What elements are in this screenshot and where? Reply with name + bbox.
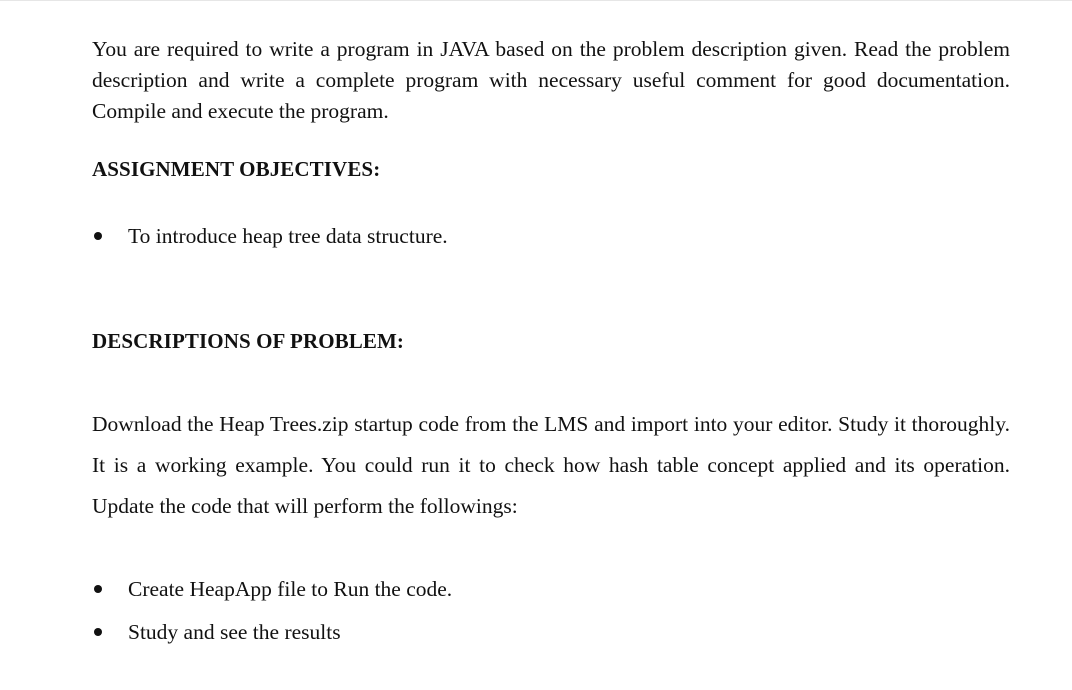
objectives-list <box>92 221 448 264</box>
bullet-icon <box>94 585 102 593</box>
list-item-text: To introduce heap tree data structure. <box>128 224 448 248</box>
bullet-icon <box>94 232 102 240</box>
problem-description: Download the Heap Trees.zip startup code from the LMS and import into your editor. Study it thoroughly. It is a working example. You could run it to check how hash table concept applied and its operation. Update the code that will perform the followings: <box>92 412 1010 518</box>
list-item <box>92 574 452 617</box>
objectives-heading: ASSIGNMENT OBJECTIVES: <box>92 157 381 181</box>
list-item <box>92 617 452 660</box>
list-item <box>92 221 448 264</box>
list-item-text: Create HeapApp file to Run the code. <box>128 577 453 601</box>
page-top-divider <box>0 0 1072 1</box>
list-item-text: Study and see the results <box>128 620 341 644</box>
bullet-icon <box>94 628 102 636</box>
problem-heading: DESCRIPTIONS OF PROBLEM: <box>92 329 404 353</box>
tasks-list <box>92 574 452 660</box>
intro-paragraph: You are required to write a program in JAVA based on the problem description given. Read the problem description and write a complete program with necessary useful comment for good documentation. Compile and execute the program. <box>92 37 1010 123</box>
